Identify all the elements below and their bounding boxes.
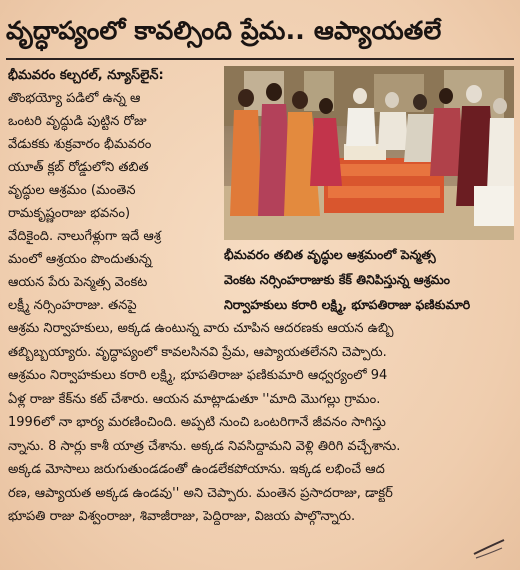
article-line: తొంభయ్యో పడిలో ఉన్న ఆ	[8, 91, 141, 106]
article-line: తబ్బిబ్బయ్యారు. వృద్ధాప్యంలో కావలసినవి ప్రేమ, ఆప్యాయతలేనని చెప్పారు.	[8, 344, 387, 360]
article-line: భూపతి రాజు విశ్వంరాజు, శివాజీరాజు, పెద్దిరాజు, విజయ పాల్గొన్నారు.	[8, 509, 356, 524]
article-line: వేడుకకు శుక్రవారం భీమవరం	[8, 137, 152, 152]
article-line: ఆశ్రమ నిర్వాహకులు, అక్కడ ఉంటున్న వారు చూపిన ఆదరణకు ఆయన ఉబ్బి	[8, 321, 394, 336]
headline-rule	[6, 58, 514, 60]
article-line: అక్కడ మోసాలు జరుగుతుండడంతో ఉండలేకపోయాను. ఇక్కడ లభించే ఆద	[8, 462, 385, 477]
news-photo	[224, 66, 514, 240]
article-line: రణ, ఆప్యాయత అక్కడ ఉండవు'' అని చెప్పారు. మంతెన ప్రసాదరాజు, డాక్టర్	[8, 485, 393, 501]
article-line: న్నాను. 8 సార్లు కాశీ యాత్ర చేశాను. అక్కడ నివసిద్దామని వెళ్లి తిరిగి వచ్చేశాను.	[8, 438, 401, 454]
article-line: యూత్ క్లబ్ రోడ్డులోని తబిత	[8, 160, 149, 175]
article-line: మంలో ఆశ్రయం పొందుతున్న	[8, 252, 152, 267]
article-line: ఆశ్రమం నిర్వాహకులు కరారి లక్ష్మి, భూపతిరాజు ఫణికుమారి ఆధ్వర్యంలో 94	[8, 368, 388, 383]
full-width-column	[8, 317, 514, 529]
article-line: ఒంటరి వృద్ధుడి పుట్టిన రోజు	[8, 114, 147, 129]
article-line: లక్ష్మీ నర్సింహరాజు. తనపై	[8, 298, 137, 313]
article-line: ఏళ్ల రాజు కేక్‌ను కట్ చేశారు. ఆయన మాట్లాడుతూ ''మాది మొగల్లు గ్రామం.	[8, 391, 381, 407]
article-line: వేదికైంది. నాలుగేళ్లుగా ఇదే ఆశ్ర	[8, 229, 161, 244]
article-line: 1996లో నా భార్య మరణించింది. అప్పటి నుంచి ఒంటరిగానే జీవనం సాగిస్తు	[8, 415, 386, 430]
photo-illustration	[224, 66, 514, 240]
headline: వృద్ధాప్యంలో కావల్సింది ప్రేమ.. ఆప్యాయతలే	[6, 16, 442, 45]
left-column	[8, 64, 220, 317]
photo-caption	[224, 242, 516, 317]
article-line: రామకృష్ణంరాజు భవనం)	[8, 206, 131, 221]
article-line: ఆయన పేరు పెన్మత్స వెంకట	[8, 275, 148, 290]
dateline: భీమవరం కల్చరల్, న్యూస్‌లైన్:	[8, 68, 164, 83]
pen-mark-icon	[470, 532, 510, 562]
caption-line: భీమవరం తబిత వృద్ధుల ఆశ్రమంలో పెన్మత్స	[224, 247, 436, 262]
caption-line: నిర్వాహకులు కరారి లక్ష్మి, భూపతిరాజు ఫణికుమారి	[224, 297, 471, 312]
article-line: వృద్ధుల ఆశ్రమం (మంతెన	[8, 183, 136, 198]
caption-line: వెంకట నర్సింహరాజుకు కేక్ తినిపిస్తున్న ఆశ్రమం	[224, 272, 451, 287]
